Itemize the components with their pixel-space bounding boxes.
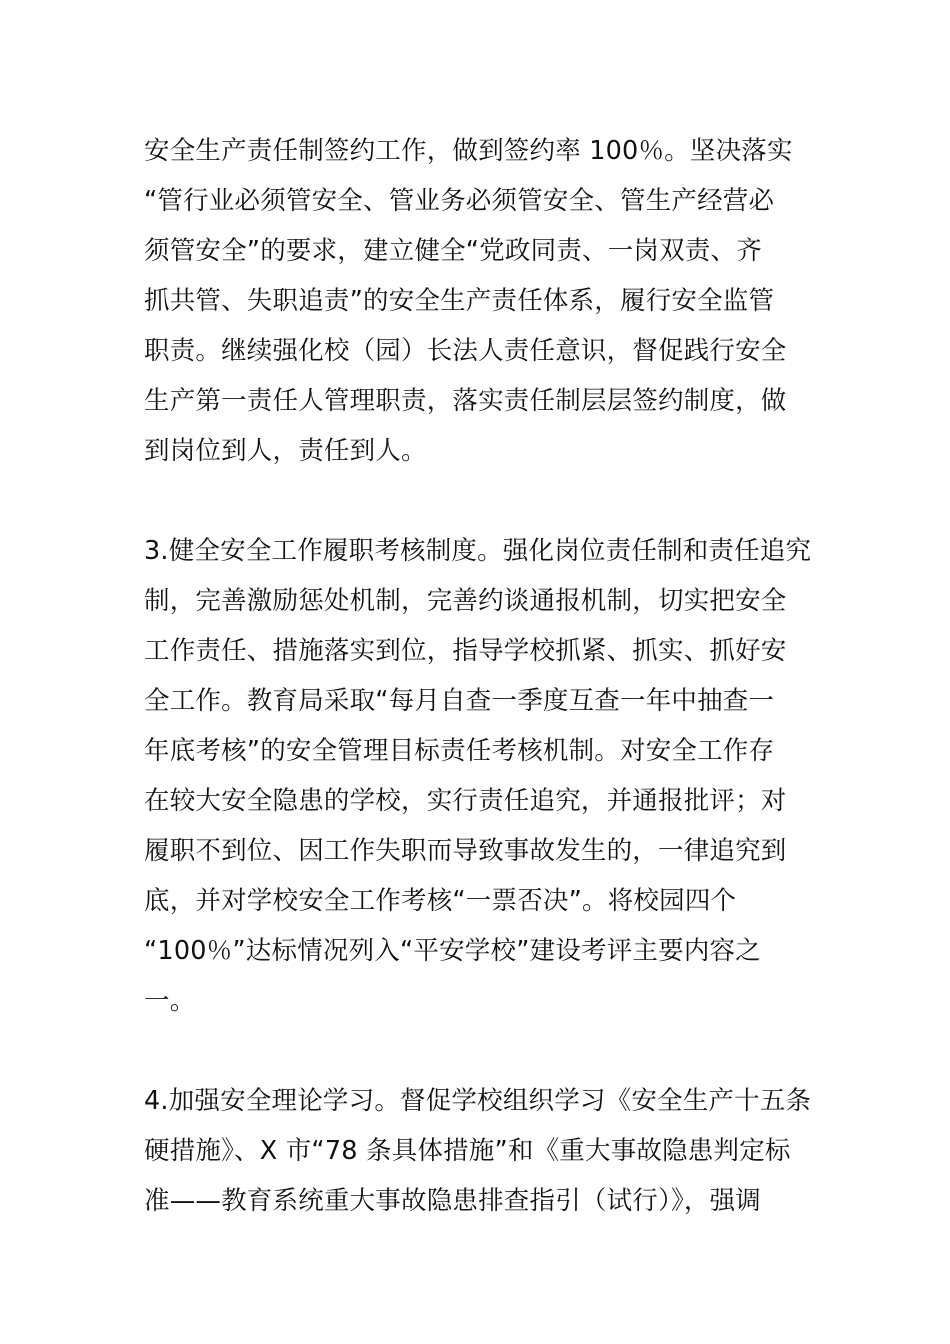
- text-line: 硬措施》、X 市“78 条具体措施”和《重大事故隐患判定标: [144, 1136, 791, 1166]
- text-line: 到岗位到人，责任到人。: [144, 436, 427, 466]
- text-line: “100％”达标情况列入“平安学校”建设考评主要内容之: [144, 936, 761, 966]
- text-line: 抓共管、失职追责”的安全生产责任体系，履行安全监管: [144, 286, 775, 316]
- text-line: 生产第一责任人管理职责，落实责任制层层签约制度，做: [144, 386, 787, 416]
- paragraph-assessment-system: [144, 526, 814, 1026]
- text-line: 全工作。教育局采取“每月自查一季度互查一年中抽查一: [144, 686, 775, 716]
- text-line: 一。: [144, 986, 196, 1016]
- text-line: “管行业必须管安全、管业务必须管安全、管生产经营必: [144, 186, 775, 216]
- text-line: 安全生产责任制签约工作，做到签约率 100％。坚决落实: [144, 136, 793, 166]
- text-line: 底，并对学校安全工作考核“一票否决”。将校园四个: [144, 886, 737, 916]
- text-line: 在较大安全隐患的学校，实行责任追究，并通报批评；对: [144, 786, 787, 816]
- text-line: 须管安全”的要求，建立健全“党政同责、一岗双责、齐: [144, 236, 762, 266]
- text-line: 工作责任、措施落实到位，指导学校抓紧、抓实、抓好安: [144, 636, 787, 666]
- text-line: 履职不到位、因工作失职而导致事故发生的，一律追究到: [144, 836, 787, 866]
- paragraph-safety-responsibility: [144, 126, 814, 476]
- text-line: 4.加强安全理论学习。督促学校组织学习《安全生产十五条: [144, 1086, 812, 1116]
- text-line: 3.健全安全工作履职考核制度。强化岗位责任制和责任追究: [144, 536, 812, 566]
- text-line: 制，完善激励惩处机制，完善约谈通报机制，切实把安全: [144, 586, 787, 616]
- paragraph-theory-study: [144, 1076, 814, 1226]
- text-line: 职责。继续强化校（园）长法人责任意识，督促践行安全: [144, 336, 787, 366]
- text-line: 年底考核”的安全管理目标责任考核机制。对安全工作存: [144, 736, 775, 766]
- text-line: 准——教育系统重大事故隐患排查指引（试行）》，强调: [144, 1186, 762, 1216]
